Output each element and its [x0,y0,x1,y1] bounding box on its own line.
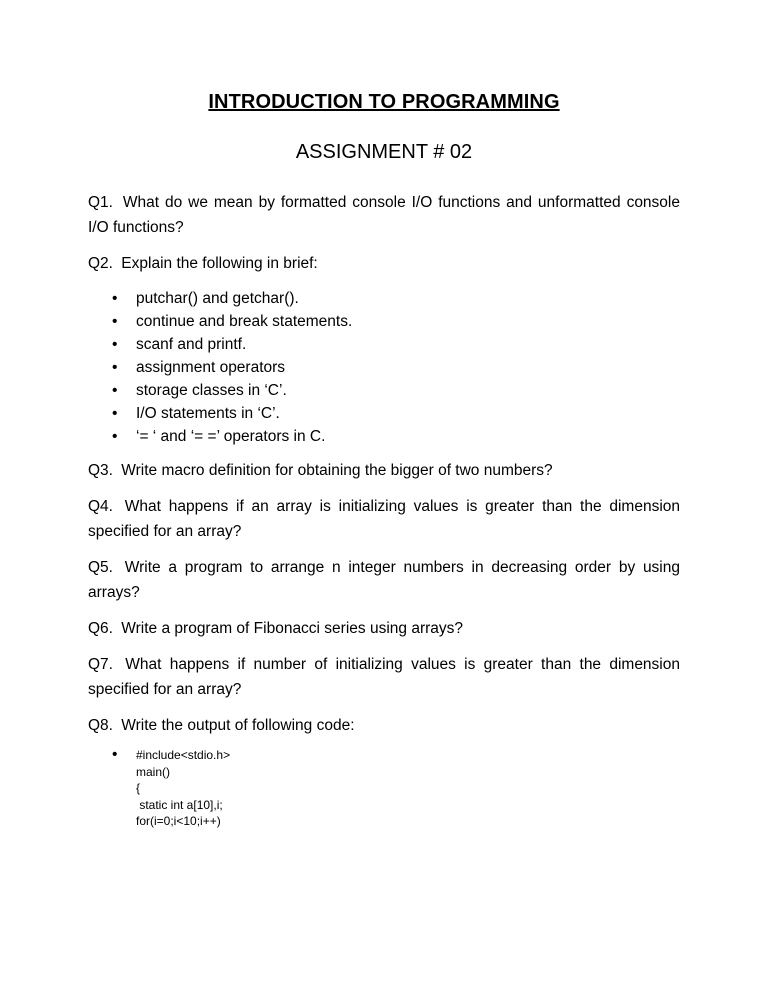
question-label: Q2. [88,255,113,272]
code-line: #include<stdio.h> [136,748,231,762]
list-item-text: ‘= ‘ and ‘= =’ operators in C. [136,428,326,445]
list-item-text: assignment operators [136,359,286,376]
question-7 [88,652,680,702]
question-label: Q7. [88,656,113,673]
question-2 [88,251,680,276]
document-title: INTRODUCTION TO PROGRAMMING [208,91,560,113]
list-item [88,287,680,310]
code-line: { [136,781,141,795]
question-text: What do we mean by formatted console I/O functions and unformatted console I/O functions? [88,194,680,236]
list-item-text: storage classes in ‘C’. [136,382,287,399]
question-text: Explain the following in brief: [121,255,318,272]
question-6 [88,616,680,641]
bullet-icon: • [112,382,118,399]
list-item [88,333,680,356]
question-5 [88,555,680,605]
question-label: Q3. [88,462,113,479]
question-label: Q8. [88,717,113,734]
list-item-text: I/O statements in ‘C’. [136,405,280,422]
question-label: Q4. [88,498,113,515]
bullet-icon: • [112,359,118,376]
question-label: Q1. [88,194,113,211]
document-subtitle: ASSIGNMENT # 02 [295,141,473,163]
question-label: Q6. [88,620,113,637]
list-item [88,425,680,448]
question-label: Q5. [88,559,113,576]
list-item-text: continue and break statements. [136,313,353,330]
bullet-icon: • [112,313,118,330]
question-8 [88,713,680,738]
bullet-icon: • [112,336,118,353]
list-item [88,402,680,425]
bullet-icon: • [112,428,118,445]
list-item [88,379,680,402]
question-text: Write a program to arrange n integer numbers in decreasing order by using arrays? [88,559,680,601]
code-line: for(i=0;i<10;i++) [136,814,221,828]
code-line: static int a[10],i; [136,797,223,812]
question-text: Write macro definition for obtaining the bigger of two numbers? [121,462,553,479]
bullet-icon: • [112,290,118,307]
list-item-text: putchar() and getchar(). [136,290,299,307]
code-snippet [88,747,680,830]
question-text: What happens if number of initializing values is greater than the dimension specified for an array? [88,656,680,698]
list-item-text: scanf and printf. [136,336,247,353]
question-text: What happens if an array is initializing values is greater than the dimension specified for an array? [88,498,681,540]
list-item [88,356,680,379]
question-4 [88,494,680,544]
bullet-icon: • [112,405,118,422]
q2-bullet-list [88,287,680,448]
question-text: Write the output of following code: [121,717,355,734]
question-1 [88,190,680,240]
question-3 [88,458,680,483]
list-item [88,310,680,333]
code-line: main() [136,764,171,779]
question-text: Write a program of Fibonacci series using arrays? [121,620,464,637]
questions-list [88,190,680,830]
bullet-icon: • [112,746,118,763]
